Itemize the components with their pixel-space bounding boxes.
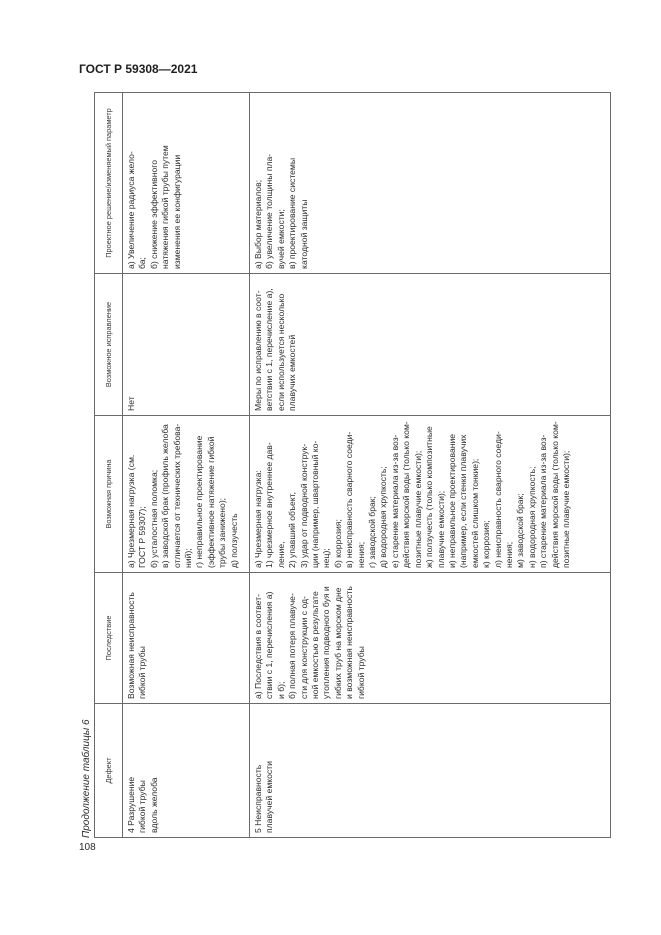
cell-fix	[250, 274, 611, 416]
cell-line: действия морской воды (только ком-	[401, 421, 412, 568]
cell-defect	[250, 704, 611, 838]
cell-line: (например, если стенки плавучих	[458, 434, 469, 568]
cell-line: емкостей слишком тонкие);	[469, 458, 480, 568]
cell-defect	[123, 704, 250, 838]
cell-line: м) заводской брак;	[515, 493, 526, 568]
cell-line: а) Выбор материалов;	[253, 179, 263, 269]
cell-consequence	[250, 573, 611, 704]
cell-line: вучей емкости;	[275, 209, 286, 269]
cell-line: к) коррозия;	[481, 520, 492, 568]
header-cause: Возможная причина	[95, 416, 123, 573]
cell-line: Меры по исправлению в соот-	[253, 290, 263, 411]
cell-line: натяжения гибкой трубы путем	[160, 145, 171, 269]
cell-line: катодной защиты	[298, 199, 309, 269]
cell-line: 2) упавший объект,	[287, 491, 298, 568]
cell-line: и б);	[275, 681, 286, 699]
cell-line: 1) чрезмерное внутреннее дав-	[264, 442, 275, 568]
cell-parameter	[123, 93, 250, 274]
cell-line: н) водородная хрупкость;	[526, 466, 537, 568]
cell-line: а) Увеличение радиуса жело-	[126, 151, 136, 269]
cell-line: ветствии с 1, перечисление а),	[264, 288, 275, 411]
cell-line: ба;	[137, 257, 148, 269]
header-defect: Дефект	[95, 704, 123, 838]
cell-line: позитные плавучие емкости);	[560, 450, 571, 568]
cell-line: ГОСТ Р 59307);	[137, 506, 148, 568]
cell-line: 3) удар от подводной конструк-	[298, 443, 309, 568]
cell-line: б) увеличение толщины пла-	[264, 153, 275, 269]
header-consequence: Последствие	[95, 573, 123, 704]
cell-line: ной емкостью в результате	[310, 591, 321, 699]
header-fix: Возможное исправление	[95, 274, 123, 416]
cell-line: нец);	[321, 548, 332, 568]
cell-line: плавучей емкости	[264, 761, 275, 833]
cell-line: в) проектирование системы	[287, 157, 298, 269]
cell-line: изменения ее конфигурации	[171, 154, 182, 269]
cell-line: п) старение материала из-за воз-	[538, 434, 549, 568]
cell-line: б) коррозия;	[332, 519, 343, 568]
cell-consequence	[123, 573, 250, 704]
cell-line: и) неправильное проектирование	[446, 433, 457, 568]
cell-line: позитные плавучие емкости);	[412, 450, 423, 568]
cell-line: г) заводской брак;	[367, 496, 378, 568]
cell-line: нения;	[355, 541, 366, 568]
cell-line: гибкой трубы	[137, 780, 148, 833]
page-number: 108	[79, 842, 96, 853]
cell-line: и возможная неисправность	[344, 586, 355, 699]
table-row	[250, 93, 611, 838]
cell-cause	[123, 416, 250, 573]
cell-line: ж) ползучесть (только композитные	[424, 426, 435, 568]
cell-line: действия морской воды (только ком-	[549, 421, 560, 568]
table-row	[123, 93, 250, 838]
cell-line: вдоль желоба	[148, 777, 159, 833]
cell-line: ление,	[275, 541, 286, 568]
cell-cause	[250, 416, 611, 573]
cell-line: ний);	[183, 548, 194, 568]
table-caption: Продолжение таблицы 6	[81, 719, 92, 838]
header-parameter: Проектное решение/изменяемый параметр	[95, 93, 123, 274]
cell-line: е) старение материала из-за воз-	[389, 434, 400, 568]
cell-line: гибкой трубы	[355, 646, 366, 699]
cell-line: г) неправильное проектирование	[194, 435, 205, 568]
cell-line: гибкой трубы	[137, 646, 148, 699]
cell-line: 5 Неисправность	[253, 764, 263, 833]
table-header-row	[95, 93, 123, 838]
cell-line: утопления подводного буя и	[321, 586, 332, 699]
cell-line: отличается от технических требова-	[171, 423, 182, 568]
cell-line: сти для конструкции с од-	[298, 596, 309, 699]
cell-line: а) Чрезмерная нагрузка (см.	[126, 454, 136, 568]
cell-line: в) неисправность сварного соеди-	[344, 431, 355, 568]
rotated-table-region	[79, 93, 611, 838]
cell-line: если используется несколько	[275, 293, 286, 411]
cell-line: л) неисправность сварного соеди-	[492, 431, 503, 568]
cell-line: в) заводской брак (профиль желоба	[160, 424, 171, 568]
cell-line: гибких труб на морском дне	[332, 587, 343, 699]
cell-line: а) Чрезмерная нагрузка:	[253, 470, 263, 568]
cell-line: б) усталостная поломка;	[148, 469, 159, 568]
cell-line: ции (например, швартовный ко-	[310, 440, 321, 568]
cell-line: (эффективное натяжение гибкой	[205, 436, 216, 568]
cell-line: д) водородная хрупкость;	[378, 466, 389, 568]
cell-line: плавучих емкостей	[287, 334, 298, 411]
cell-line: Возможная неисправность	[126, 592, 136, 699]
cell-line: плавучие емкости);	[435, 490, 446, 568]
cell-line: нения;	[503, 541, 514, 568]
cell-line: д) ползучесть	[228, 513, 239, 568]
defects-table	[94, 92, 611, 838]
cell-line: 4 Разрушение	[126, 776, 136, 833]
cell-line: б) полная потеря плавуче-	[287, 593, 298, 699]
cell-line: а) Последствия в соответ-	[253, 594, 263, 699]
cell-line: ствии с 1, перечисления а)	[264, 591, 275, 699]
document-title: ГОСТ Р 59308—2021	[79, 62, 198, 76]
cell-line: Нет	[126, 396, 136, 411]
cell-line: б) снижение эффективного	[148, 160, 159, 269]
cell-fix	[123, 274, 250, 416]
cell-line: трубы занижено);	[217, 497, 228, 568]
cell-parameter	[250, 93, 611, 274]
